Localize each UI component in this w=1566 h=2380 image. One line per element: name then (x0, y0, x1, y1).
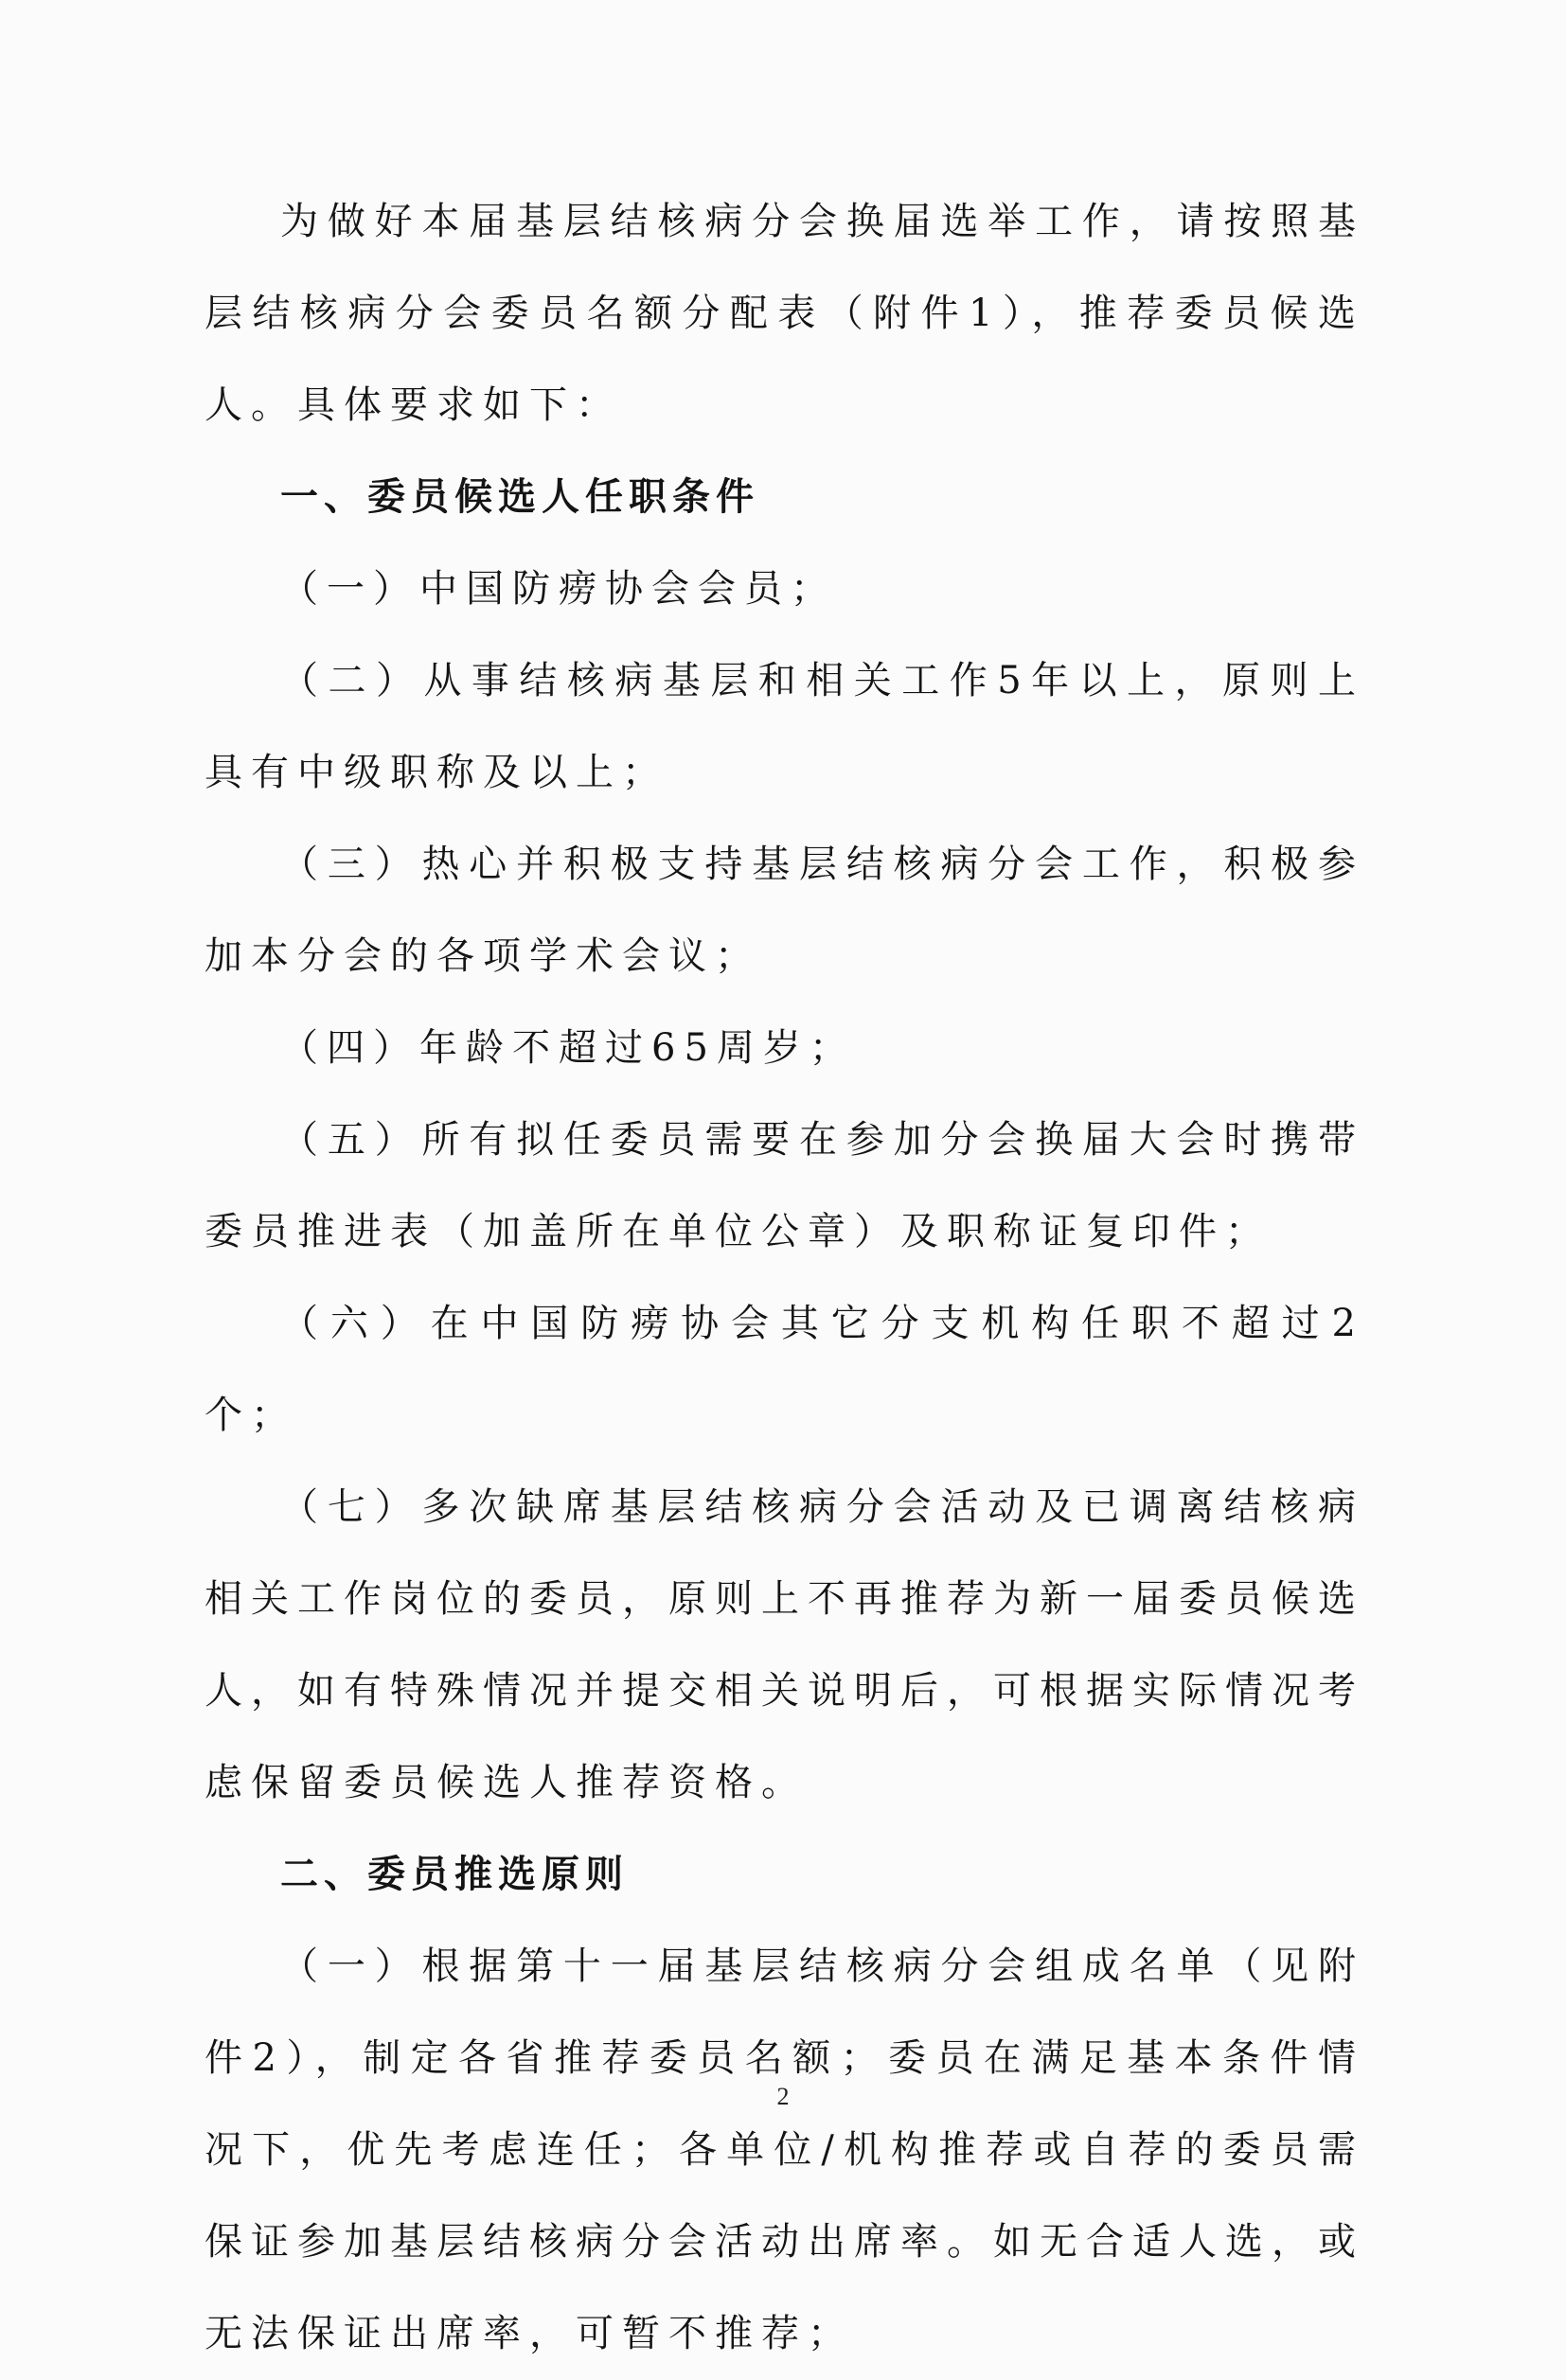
condition-item-7: （七）多次缺席基层结核病分会活动及已调离结核病相关工作岗位的委员，原则上不再推荐为新一届委员候选人，如有特殊情况并提交相关说明后，可根据实际情况考虑保留委员候选人推荐资格。 (205, 1485, 1364, 1804)
condition-item-3: （三）热心并积极支持基层结核病分会工作，积极参加本分会的各项学术会议； (205, 843, 1364, 978)
document-body (205, 176, 1364, 2380)
principle-item-1: （一）根据第十一届基层结核病分会组成名单（见附件2），制定各省推荐委员名额；委员在满足基本条件情况下，优先考虑连任；各单位/机构推荐或自荐的委员需保证参加基层结核病分会活动出席率。如无合适人选，或无法保证出席率，可暂不推荐； (205, 1945, 1364, 2355)
intro-paragraph: 为做好本届基层结核病分会换届选举工作，请按照基层结核病分会委员名额分配表（附件1），推荐委员候选人。具体要求如下： (205, 200, 1364, 427)
section-heading-1: 一、委员候选人任职条件 (280, 475, 759, 519)
condition-item-2: （二）从事结核病基层和相关工作5年以上，原则上具有中级职称及以上； (205, 659, 1364, 794)
condition-item-1: （一）中国防痨协会会员； (280, 567, 837, 611)
section-heading-2: 二、委员推选原则 (280, 1853, 629, 1896)
condition-item-4: （四）年龄不超过65周岁； (280, 1026, 856, 1070)
condition-item-5: （五）所有拟任委员需要在参加分会换届大会时携带委员推进表（加盖所在单位公章）及职称证复印件； (205, 1118, 1364, 1253)
page-number: 2 (776, 2083, 790, 2110)
condition-item-6: （六）在中国防痨协会其它分支机构任职不超过2个； (205, 1302, 1364, 1437)
